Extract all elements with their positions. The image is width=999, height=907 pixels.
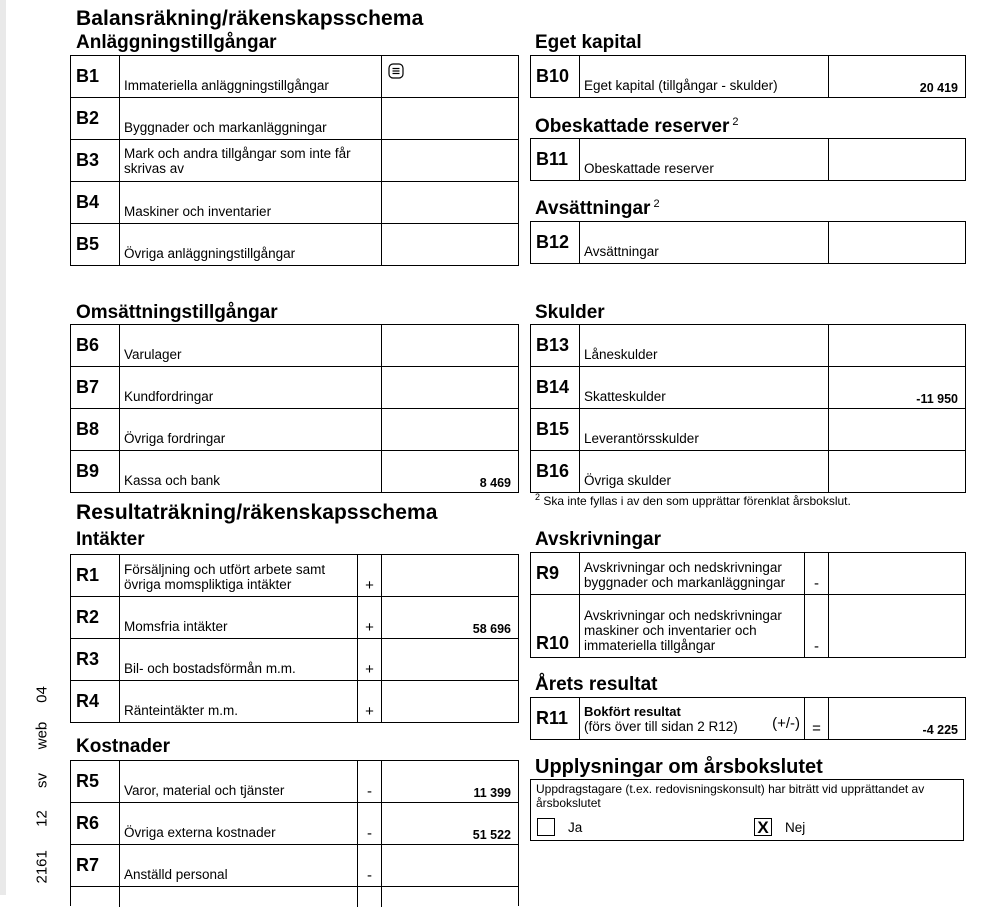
row-label: Anställd personal: [120, 845, 358, 886]
row-code: R7: [71, 845, 120, 886]
plus-minus-label: (+/-): [772, 715, 800, 732]
value-field-b13[interactable]: [829, 325, 965, 366]
value-field-b3[interactable]: [382, 140, 518, 181]
row-label: Mark och andra tillgångar som inte får skrivas av: [120, 140, 382, 181]
table-row: [531, 409, 965, 451]
row-label: Momsfria intäkter: [120, 597, 358, 638]
table-row: [531, 56, 965, 98]
table-row: [531, 451, 965, 493]
footnote-ref: 2: [535, 492, 541, 502]
table-row: [531, 325, 965, 367]
row-code: B2: [71, 98, 120, 139]
form-language: sv: [33, 773, 51, 788]
value-field-r7[interactable]: [382, 845, 518, 886]
value-field-b7[interactable]: [382, 367, 518, 408]
row-code: B11: [531, 139, 580, 180]
balance-title: Balansräkning/räkenskapsschema: [76, 7, 424, 30]
untaxed-reserves-heading: [535, 116, 738, 138]
page-edge: [0, 0, 6, 895]
current-assets-heading: Omsättningstillgångar: [76, 302, 278, 323]
row-label: Övriga fordringar: [120, 409, 382, 450]
row-code: B8: [71, 409, 120, 450]
result-label-sub-row: [584, 715, 800, 734]
value-field-b15[interactable]: [829, 409, 965, 450]
value-field-r6[interactable]: 51 522: [472, 828, 511, 842]
yes-checkbox[interactable]: [537, 818, 555, 836]
form-channel: web: [33, 721, 51, 750]
sign-minus: -: [358, 803, 382, 844]
value-field-b14[interactable]: -11 950: [916, 392, 958, 406]
value-field-r1[interactable]: [382, 555, 518, 596]
table-row: [71, 681, 518, 723]
row-code: B4: [71, 182, 120, 223]
value-field-b2[interactable]: [382, 98, 518, 139]
row-label: Maskiner och inventarier: [120, 182, 382, 223]
value-field-r2[interactable]: 58 696: [472, 622, 511, 636]
no-checkbox[interactable]: X: [754, 818, 772, 836]
table-row: [71, 367, 518, 409]
fixed-assets-heading: Anläggningstillgångar: [76, 32, 277, 53]
table-row: [71, 639, 518, 681]
row-code: R10: [531, 595, 580, 657]
row-label: Kundfordringar: [120, 367, 382, 408]
table-row: [71, 803, 518, 845]
note-icon[interactable]: [388, 63, 404, 79]
row-label: Skatteskulder: [580, 367, 829, 408]
table-row: [71, 451, 518, 493]
row-code: R9: [531, 553, 580, 594]
table-row: [71, 56, 518, 98]
row-code: B5: [71, 224, 120, 265]
provisions-heading: [535, 198, 660, 220]
value-field-b12[interactable]: [829, 222, 965, 263]
row-label: Ränteintäkter m.m.: [120, 681, 358, 722]
row-code: B9: [71, 451, 120, 492]
row-code: B10: [531, 56, 580, 97]
table-row: [71, 325, 518, 367]
row-code: R1: [71, 555, 120, 596]
row-code: B12: [531, 222, 580, 263]
row-code: B3: [71, 140, 120, 181]
table-row: [71, 597, 518, 639]
sign-plus: +: [358, 597, 382, 638]
heading-text: Avsättningar: [535, 198, 651, 219]
row-label: Avskrivningar och nedskrivningar maskiner och inventarier och immateriella tillgångar: [580, 595, 805, 657]
result-label-sub: (förs över till sidan 2 R12): [584, 719, 738, 734]
row-label: Leverantörsskulder: [580, 409, 829, 450]
row-label: Kassa och bank: [120, 451, 382, 492]
row-label: Varulager: [120, 325, 382, 366]
row-code: R3: [71, 639, 120, 680]
costs-table: [70, 760, 519, 906]
sign-minus: -: [358, 845, 382, 886]
value-field-b4[interactable]: [382, 182, 518, 223]
table-row: [71, 845, 518, 887]
row-label-cell: [120, 887, 358, 907]
row-code: B7: [71, 367, 120, 408]
equity-heading: Eget kapital: [535, 32, 642, 53]
info-heading: Upplysningar om årsbokslutet: [535, 756, 823, 778]
table-row: [71, 98, 518, 140]
row-label: Övriga anläggningstillgångar: [120, 224, 382, 265]
table-row: [71, 409, 518, 451]
value-field-b5[interactable]: [382, 224, 518, 265]
table-row: [71, 224, 518, 266]
row-label: Varor, material och tjänster: [120, 761, 358, 802]
sign-minus: -: [358, 761, 382, 802]
table-row: [531, 698, 965, 740]
value-field-b9[interactable]: 8 469: [479, 476, 511, 490]
result-heading: Årets resultat: [535, 674, 658, 695]
row-code: R5: [71, 761, 120, 802]
row-code: B16: [531, 451, 580, 492]
untaxed-reserves-table: [530, 138, 966, 181]
row-label: Övriga skulder: [580, 451, 829, 492]
value-field-r11[interactable]: -4 225: [922, 723, 958, 737]
income-title: Resultaträkning/räkenskapsschema: [76, 501, 438, 524]
value-field-b16[interactable]: [829, 451, 965, 492]
depreciation-heading: Avskrivningar: [535, 529, 662, 550]
footnote-text: Ska inte fyllas i av den som upprättar förenklat årsbokslut.: [543, 494, 851, 508]
form-id-vertical: [27, 672, 57, 887]
row-code: R4: [71, 681, 120, 722]
equity-table: [530, 55, 966, 98]
sign-equals: =: [805, 698, 829, 739]
form-version: 04: [33, 686, 51, 703]
current-assets-table: [70, 324, 519, 493]
revenue-heading: Intäkter: [76, 529, 145, 550]
sign-minus: -: [805, 553, 829, 594]
table-row: [71, 182, 518, 224]
sign-minus: -: [805, 595, 829, 657]
row-code: B14: [531, 367, 580, 408]
value-field-r5[interactable]: 11 399: [473, 786, 511, 800]
form-number: 2161: [33, 850, 51, 884]
table-row: [71, 140, 518, 182]
revenue-table: [70, 554, 519, 723]
value-field-r3[interactable]: [382, 639, 518, 680]
row-code: R11: [531, 698, 580, 739]
table-row: [531, 553, 965, 595]
row-code: B1: [71, 56, 120, 97]
row-label: Byggnader och markanläggningar: [120, 98, 382, 139]
table-row-partial: [71, 887, 518, 907]
depreciation-table: [530, 552, 966, 658]
liabilities-heading: Skulder: [535, 302, 605, 323]
fixed-assets-table: [70, 55, 519, 266]
table-row: [531, 595, 965, 658]
row-label: Övriga externa kostnader: [120, 803, 358, 844]
sign-plus: +: [358, 555, 382, 596]
value-field-r9[interactable]: [829, 553, 965, 594]
value-field-r10[interactable]: [829, 595, 965, 657]
value-field-b8[interactable]: [382, 409, 518, 450]
table-row: [71, 555, 518, 597]
sign-cell: [358, 887, 382, 907]
row-label: Eget kapital (tillgångar - skulder): [580, 56, 829, 97]
result-table: [530, 697, 966, 740]
value-field-b10[interactable]: 20 419: [919, 81, 958, 95]
row-label: Avsättningar: [580, 222, 829, 263]
sign-plus: +: [358, 639, 382, 680]
row-code: R2: [71, 597, 120, 638]
footnote: [535, 492, 851, 508]
value-field-r4[interactable]: [382, 681, 518, 722]
row-label: Immateriella anläggningstillgångar: [120, 56, 382, 97]
provisions-table: [530, 221, 966, 264]
liabilities-table: [530, 324, 966, 493]
table-row: [531, 222, 965, 264]
result-label-bold: Bokfört resultat: [584, 704, 681, 719]
row-label: Låneskulder: [580, 325, 829, 366]
row-code: B13: [531, 325, 580, 366]
row-label: Försäljning och utfört arbete samt övriga momspliktiga intäkter: [120, 555, 358, 596]
table-row: [531, 367, 965, 409]
value-field-b6[interactable]: [382, 325, 518, 366]
row-code: R6: [71, 803, 120, 844]
info-text: Uppdragstagare (t.ex. redovisningskonsult) har biträtt vid upprättandet av årsbokslutet: [536, 782, 925, 810]
row-label: Bil- och bostadsförmån m.m.: [120, 639, 358, 680]
value-field-b11[interactable]: [829, 139, 965, 180]
sign-plus: +: [358, 681, 382, 722]
row-code-cell: [71, 887, 120, 907]
row-label: Obeskattade reserver: [580, 139, 829, 180]
table-row: [71, 761, 518, 803]
heading-text: Obeskattade reserver: [535, 116, 730, 137]
table-row: [531, 139, 965, 181]
info-box: [530, 779, 964, 841]
costs-heading: Kostnader: [76, 736, 170, 757]
row-code: B15: [531, 409, 580, 450]
footnote-ref: 2: [653, 198, 660, 210]
yes-label: Ja: [568, 820, 583, 835]
result-label: [580, 698, 805, 739]
footnote-ref: 2: [732, 116, 739, 128]
row-code: B6: [71, 325, 120, 366]
row-label: Avskrivningar och nedskrivningar byggnader och markanläggningar: [580, 553, 805, 594]
no-label: Nej: [785, 820, 806, 835]
form-edition: 12: [33, 810, 51, 827]
